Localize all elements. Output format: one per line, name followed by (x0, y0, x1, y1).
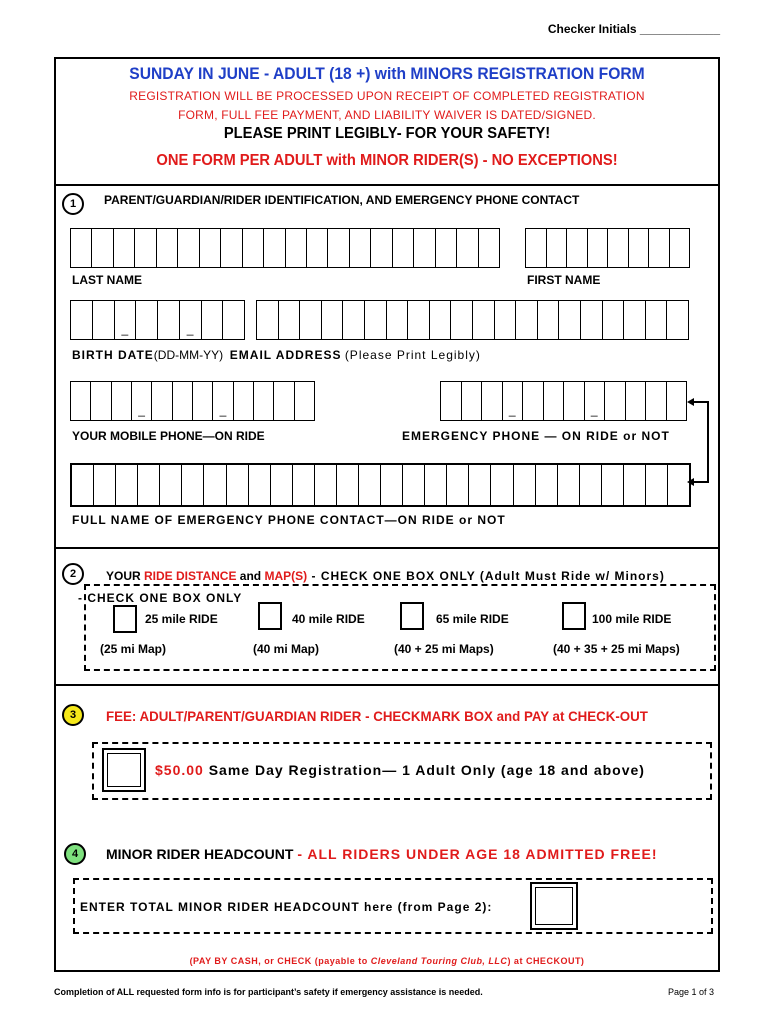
fee-description: Same Day Registration— 1 Adult Only (age 18 and above) (203, 762, 645, 778)
phone-separator: _ (138, 403, 145, 418)
first-name-boxes[interactable] (525, 228, 690, 268)
fee-checkbox[interactable] (102, 748, 146, 792)
headcount-label: ENTER TOTAL MINOR RIDER HEADCOUNT here (from Page 2): (80, 900, 493, 914)
ride-distance-text: RIDE DISTANCE (144, 569, 237, 583)
headcount-input[interactable] (530, 882, 578, 930)
phone-separator: _ (590, 403, 598, 418)
section-2-heading (106, 569, 665, 583)
birth-email-label-row (72, 348, 481, 362)
emergency-contact-label: FULL NAME OF EMERGENCY PHONE CONTACT—ON RIDE or NOT (72, 513, 506, 527)
ride-25-label: 25 mile RIDE (145, 612, 218, 626)
notice-line-2: FORM, FULL FEE PAYMENT, AND LIABILITY WAIVER IS DATED/SIGNED. (178, 108, 596, 122)
double-arrow-icon (686, 396, 712, 488)
section-4-heading (106, 846, 658, 862)
headcount-free-note: - ALL RIDERS UNDER AGE 18 ADMITTED FREE! (297, 846, 658, 862)
mobile-phone-label: YOUR MOBILE PHONE—ON RIDE (72, 429, 265, 443)
ride-100-label: 100 mile RIDE (592, 612, 672, 626)
date-separator: _ (121, 322, 129, 337)
map-40-label: (40 mi Map) (253, 642, 320, 656)
heading-and: and (236, 569, 265, 583)
ride-40-label: 40 mile RIDE (292, 612, 365, 626)
one-form-notice: ONE FORM PER ADULT with MINOR RIDER(S) - NO EXCEPTIONS! (156, 152, 618, 169)
heading-pre: YOUR (106, 569, 145, 583)
ride-65-label: 65 mile RIDE (436, 612, 509, 626)
first-name-label: FIRST NAME (527, 273, 601, 287)
mobile-phone-boxes[interactable] (70, 381, 315, 421)
headcount-heading: MINOR RIDER HEADCOUNT (106, 846, 298, 862)
section-3-heading: FEE: ADULT/PARENT/GUARDIAN RIDER - CHECKMARK BOX and PAY at CHECK-OUT (106, 708, 648, 724)
map-25-label: (25 mi Map) (100, 642, 167, 656)
footer-note: Completion of ALL requested form info is for participant’s safety if emergency assistance is needed. (54, 987, 483, 997)
form-title: SUNDAY IN JUNE - ADULT (18 +) with MINORS REGISTRATION FORM (129, 64, 645, 83)
payment-pre: (PAY BY CASH, or CHECK (payable to (189, 956, 371, 966)
last-name-boxes[interactable] (70, 228, 500, 268)
print-legibly-notice: PLEASE PRINT LEGIBLY- FOR YOUR SAFETY! (223, 125, 551, 142)
phone-separator: _ (508, 403, 516, 418)
emergency-phone-boxes[interactable] (440, 381, 687, 421)
email-boxes[interactable] (256, 300, 689, 340)
section-2-heading-line2: - CHECK ONE BOX ONLY (78, 591, 243, 605)
divider (54, 184, 720, 186)
fee-line (155, 762, 645, 778)
phone-separator: _ (219, 403, 227, 418)
last-name-label: LAST NAME (72, 273, 142, 287)
email-note: (Please Print Legibly) (344, 348, 481, 362)
ride-100-checkbox[interactable] (562, 602, 586, 630)
ride-25-checkbox[interactable] (113, 605, 137, 633)
birth-date-label: BIRTH DATE (72, 348, 154, 362)
section-1-heading: PARENT/GUARDIAN/RIDER IDENTIFICATION, AND EMERGENCY PHONE CONTACT (104, 193, 580, 207)
section-4-number: 4 (64, 843, 86, 865)
section-2-number: 2 (62, 563, 84, 585)
maps-text: MAP(S) (264, 569, 308, 583)
section-1-number: 1 (62, 193, 84, 215)
fee-price: $50.00 (155, 762, 204, 778)
page-number: Page 1 of 3 (667, 987, 714, 997)
ride-65-checkbox[interactable] (400, 602, 424, 630)
checker-initials: Checker Initials ____________ (547, 22, 720, 36)
date-separator: _ (186, 322, 194, 337)
birth-date-format: (DD-MM-YY) (153, 348, 224, 362)
payment-note (54, 956, 720, 966)
payment-post: ) at CHECKOUT) (507, 956, 585, 966)
heading-post: - CHECK ONE BOX ONLY (Adult Must Ride w/ Minors) (307, 569, 665, 583)
ride-40-checkbox[interactable] (258, 602, 282, 630)
emergency-contact-boxes[interactable] (70, 463, 691, 507)
divider (54, 547, 720, 549)
birth-date-boxes[interactable] (70, 300, 245, 340)
section-3-number: 3 (62, 704, 84, 726)
divider (54, 684, 720, 686)
payment-payee: Cleveland Touring Club, LLC (370, 956, 508, 966)
emergency-phone-label: EMERGENCY PHONE — ON RIDE or NOT (402, 429, 670, 443)
notice-line-1: REGISTRATION WILL BE PROCESSED UPON RECEIPT OF COMPLETED REGISTRATION (129, 89, 645, 103)
email-label: EMAIL ADDRESS (229, 348, 342, 362)
map-65-label: (40 + 25 mi Maps) (394, 642, 494, 656)
map-100-label: (40 + 35 + 25 mi Maps) (553, 642, 680, 656)
